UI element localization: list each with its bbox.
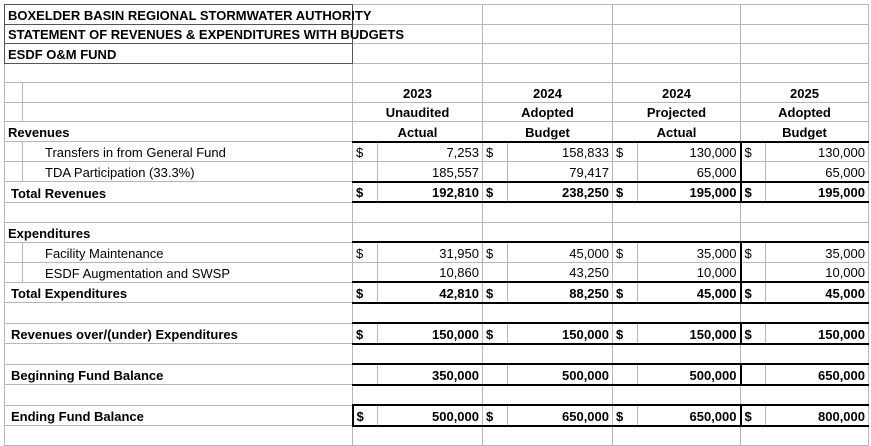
total-expenditures-label: Total Expenditures — [5, 282, 353, 303]
beginning-balance-row — [5, 364, 869, 385]
col-4-kind: Budget — [741, 122, 869, 142]
value-cell: 35,000 — [638, 242, 741, 262]
value-cell: 43,250 — [508, 262, 613, 282]
currency-symbol: $ — [613, 242, 638, 262]
currency-symbol: $ — [741, 242, 766, 262]
currency-symbol: $ — [353, 142, 378, 162]
net-value: 150,000 — [508, 323, 613, 344]
value-cell: 185,557 — [378, 162, 483, 182]
col-1-type: Unaudited — [353, 102, 483, 122]
col-1-kind: Actual — [353, 122, 483, 142]
currency-symbol: $ — [613, 182, 638, 203]
currency-symbol: $ — [353, 242, 378, 262]
currency-symbol: $ — [353, 323, 378, 344]
currency-symbol: $ — [741, 323, 766, 344]
ending-value: 650,000 — [638, 405, 741, 426]
value-cell: 35,000 — [766, 242, 869, 262]
net-value: 150,000 — [378, 323, 483, 344]
currency-symbol: $ — [741, 405, 766, 426]
beginning-value: 350,000 — [378, 364, 483, 385]
value-cell: 31,950 — [378, 242, 483, 262]
value-cell: 7,253 — [378, 142, 483, 162]
fund-statement-table — [4, 4, 869, 446]
col-4-type: Adopted — [741, 102, 869, 122]
total-expenditures-row — [5, 282, 869, 303]
total-revenues-label: Total Revenues — [5, 182, 353, 203]
value-cell: 158,833 — [508, 142, 613, 162]
expenditures-heading-row — [5, 222, 869, 242]
total-value: 238,250 — [508, 182, 613, 203]
value-cell: 10,860 — [378, 262, 483, 282]
beginning-value: 500,000 — [508, 364, 613, 385]
header-row-kind — [5, 122, 869, 142]
title-row-1 — [5, 5, 869, 25]
currency-symbol: $ — [353, 405, 378, 426]
total-value: 42,810 — [378, 282, 483, 303]
expenditure-label: ESDF Augmentation and SWSP — [23, 262, 353, 282]
value-cell: 130,000 — [638, 142, 741, 162]
value-cell: 65,000 — [638, 162, 741, 182]
net-label: Revenues over/(under) Expenditures — [5, 323, 353, 344]
ending-balance-label: Ending Fund Balance — [5, 405, 353, 426]
currency-symbol: $ — [483, 282, 508, 303]
beginning-balance-label: Beginning Fund Balance — [5, 364, 353, 385]
currency-symbol: $ — [613, 282, 638, 303]
expenditure-row-maintenance — [5, 242, 869, 262]
currency-symbol: $ — [613, 142, 638, 162]
title-row-3 — [5, 44, 869, 64]
total-value: 45,000 — [766, 282, 869, 303]
expenditure-row-augmentation — [5, 262, 869, 282]
currency-symbol: $ — [741, 282, 766, 303]
col-4-year: 2025 — [741, 83, 869, 103]
total-value: 195,000 — [766, 182, 869, 203]
title-row-2 — [5, 24, 869, 44]
revenue-row-tda — [5, 162, 869, 182]
revenue-row-transfers — [5, 142, 869, 162]
col-2-type: Adopted — [483, 102, 613, 122]
ending-value: 800,000 — [766, 405, 869, 426]
header-row-type — [5, 102, 869, 122]
value-cell: 10,000 — [766, 262, 869, 282]
net-value: 150,000 — [766, 323, 869, 344]
value-cell: 65,000 — [766, 162, 869, 182]
currency-symbol: $ — [483, 405, 508, 426]
currency-symbol: $ — [483, 142, 508, 162]
value-cell: 10,000 — [638, 262, 741, 282]
ending-balance-row — [5, 405, 869, 426]
expenditure-label: Facility Maintenance — [23, 242, 353, 262]
ending-value: 500,000 — [378, 405, 483, 426]
col-3-kind: Actual — [613, 122, 741, 142]
currency-symbol: $ — [613, 323, 638, 344]
total-value: 195,000 — [638, 182, 741, 203]
currency-symbol: $ — [613, 405, 638, 426]
beginning-value: 500,000 — [638, 364, 741, 385]
col-2-year: 2024 — [483, 83, 613, 103]
net-value: 150,000 — [638, 323, 741, 344]
currency-symbol: $ — [483, 182, 508, 203]
total-value: 192,810 — [378, 182, 483, 203]
expenditures-heading: Expenditures — [5, 222, 353, 242]
currency-symbol: $ — [483, 242, 508, 262]
ending-value: 650,000 — [508, 405, 613, 426]
value-cell: 130,000 — [766, 142, 869, 162]
revenue-label: TDA Participation (33.3%) — [23, 162, 353, 182]
col-3-type: Projected — [613, 102, 741, 122]
currency-symbol: $ — [483, 323, 508, 344]
total-value: 88,250 — [508, 282, 613, 303]
revenues-heading: Revenues — [5, 122, 353, 142]
total-value: 45,000 — [638, 282, 741, 303]
value-cell: 45,000 — [508, 242, 613, 262]
total-revenues-row — [5, 182, 869, 203]
title-line-1: BOXELDER BASIN REGIONAL STORMWATER AUTHORITY — [5, 5, 353, 25]
beginning-value: 650,000 — [766, 364, 869, 385]
revenue-label: Transfers in from General Fund — [23, 142, 353, 162]
title-line-2: STATEMENT OF REVENUES & EXPENDITURES WITH BUDGETS — [5, 24, 353, 44]
net-row — [5, 323, 869, 344]
currency-symbol: $ — [741, 142, 766, 162]
col-2-kind: Budget — [483, 122, 613, 142]
currency-symbol: $ — [741, 182, 766, 203]
col-3-year: 2024 — [613, 83, 741, 103]
value-cell: 79,417 — [508, 162, 613, 182]
currency-symbol: $ — [353, 282, 378, 303]
currency-symbol: $ — [353, 182, 378, 203]
col-1-year: 2023 — [353, 83, 483, 103]
title-line-3: ESDF O&M FUND — [5, 44, 353, 64]
header-row-year — [5, 83, 869, 103]
